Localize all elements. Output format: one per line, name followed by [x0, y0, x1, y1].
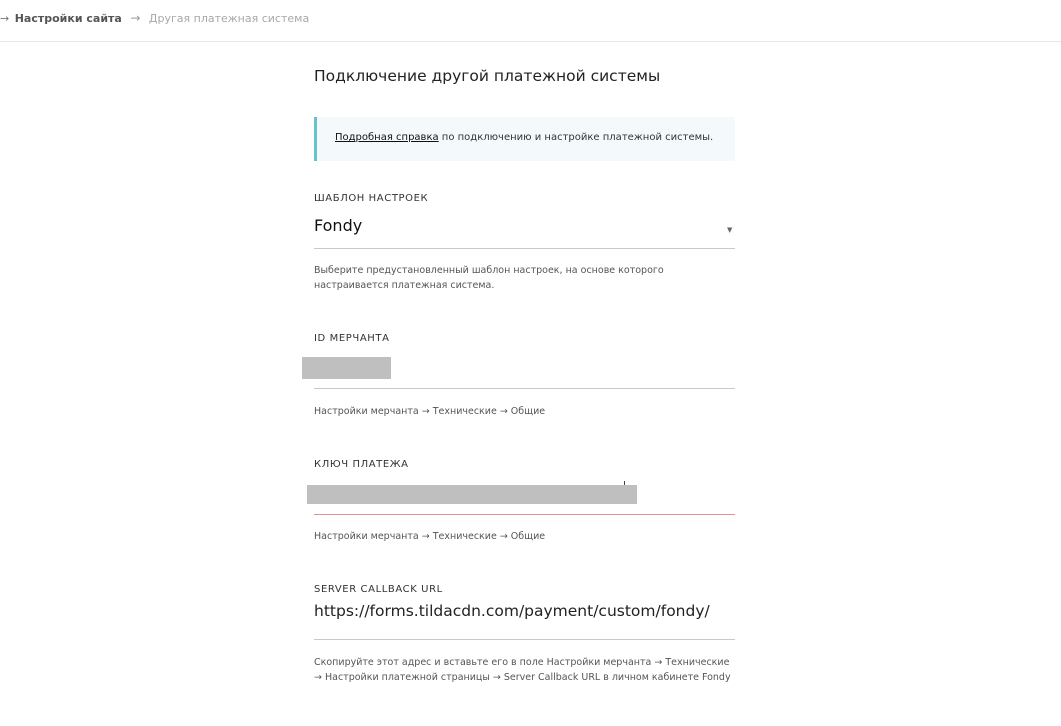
top-bar	[0, 0, 1061, 42]
merchant-id-input[interactable]	[302, 357, 391, 379]
merchant-id-hint: Настройки мерчанта → Технические → Общие	[314, 406, 546, 417]
breadcrumb-arrow-icon: →	[0, 12, 10, 25]
payment-key-hint: Настройки мерчанта → Технические → Общие	[314, 531, 546, 542]
callback-url-input[interactable]: https://forms.tildacdn.com/payment/custom/fondy/	[314, 602, 710, 620]
merchant-id-underline	[314, 388, 735, 389]
payment-key-underline	[314, 514, 735, 515]
info-description: по подключению и настройке платежной системы.	[438, 132, 714, 143]
chevron-down-icon[interactable]: ▼	[727, 226, 733, 234]
callback-url-hint: Скопируйте этот адрес и вставьте его в поле Настройки мерчанта → Технические → Настройки платежной страницы → Server Callback URL в личном кабинете Fondy	[314, 657, 731, 683]
template-select[interactable]: Fondy	[314, 216, 363, 235]
template-label: ШАБЛОН НАСТРОЕК	[314, 193, 429, 204]
breadcrumb-current: Другая платежная система	[148, 12, 310, 25]
callback-url-underline	[314, 639, 735, 640]
template-select-underline	[314, 248, 735, 249]
breadcrumb	[0, 11, 309, 25]
breadcrumb-separator-icon: →	[130, 11, 141, 25]
help-link[interactable]: Подробная справка	[335, 132, 439, 143]
payment-key-label: КЛЮЧ ПЛАТЕЖА	[314, 459, 409, 470]
page-title: Подключение другой платежной системы	[314, 67, 661, 85]
info-box	[314, 117, 735, 161]
callback-url-label: SERVER CALLBACK URL	[314, 584, 443, 595]
template-hint: Выберите предустановленный шаблон настроек, на основе которого настраивается платежная система.	[314, 265, 664, 291]
merchant-id-label: ID МЕРЧАНТА	[314, 333, 390, 344]
payment-key-input[interactable]	[307, 485, 637, 504]
info-text	[335, 132, 713, 143]
breadcrumb-link-site-settings[interactable]: Настройки сайта	[14, 12, 122, 25]
